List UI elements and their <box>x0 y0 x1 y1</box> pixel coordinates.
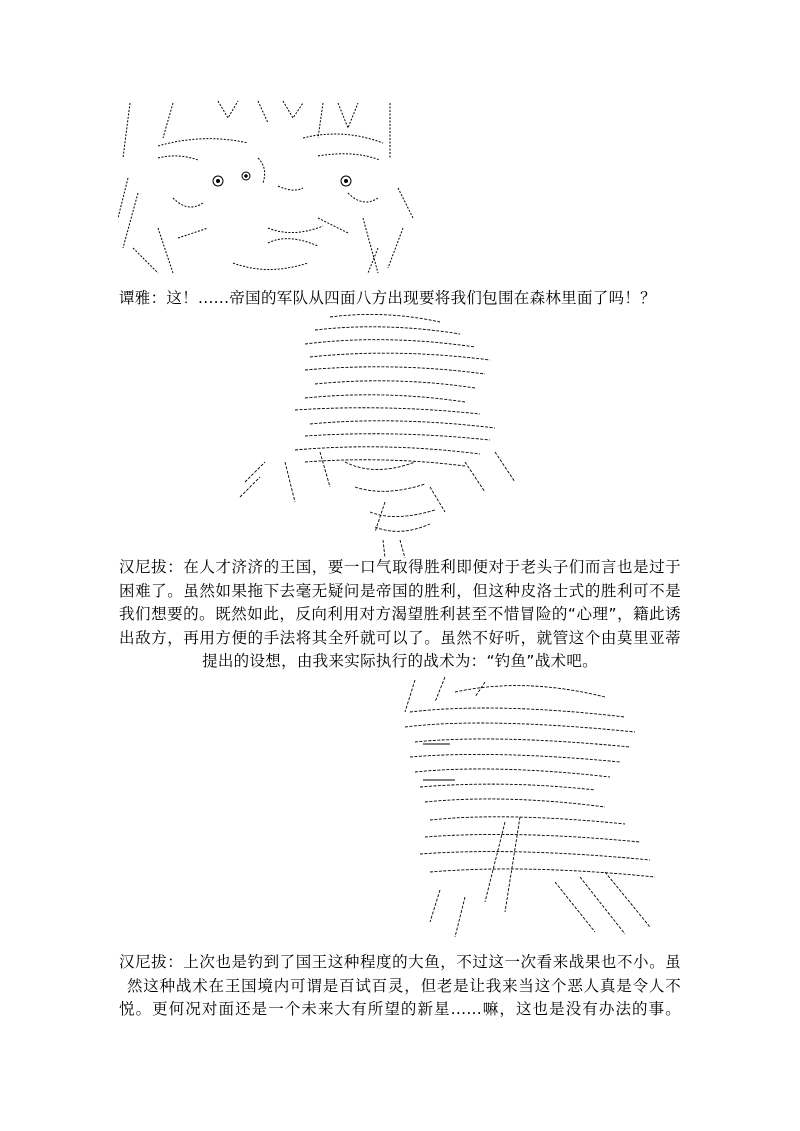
smirking-man-drawing <box>395 672 665 947</box>
dialogue-hannibal-2 <box>119 951 681 1022</box>
dialogue-line: 出敌方，再用方便的手法将其全歼就可以了。虽然不好听，就管这个由莫里亚蒂 <box>119 628 681 647</box>
dialogue-line: 悦。更何况对面还是一个未来大有所望的新星......嘛，这也是没有办法的事。 <box>119 1000 681 1018</box>
shocked-face-ascii-art <box>118 98 418 278</box>
dialogue-line: 然这种战术在王国境内可谓是百试百灵，但老是让我来当这个恶人真是令人不 <box>127 976 681 995</box>
dialogue-line: 汉尼拔：上次也是钓到了国王这种程度的大鱼，不过这一次看来战果也不小。虽 <box>119 953 681 971</box>
dialogue-line: 提出的设想，由我来实际执行的战术为：“钓鱼”战术吧。 <box>202 652 598 670</box>
dialogue-line: 困难了。虽然如果拖下去毫无疑问是帝国的胜利，但这种皮洛士式的胜利可不是 <box>119 581 681 600</box>
dialogue-tanya <box>119 287 681 311</box>
bearded-man-drawing <box>235 312 600 558</box>
shocked-face-drawing <box>118 98 418 278</box>
dialogue-line: 谭雅：这！......帝国的军队从四面八方出现要将我们包围在森林里面了吗！？ <box>119 289 656 307</box>
dialogue-line: 我们想要的。既然如此，反向利用对方渴望胜利甚至不惜冒险的“心理”，籍此诱 <box>119 605 681 623</box>
bearded-man-ascii-art <box>235 312 600 558</box>
smirking-man-ascii-art <box>395 672 665 947</box>
dialogue-hannibal-1 <box>119 556 681 674</box>
dialogue-line: 汉尼拔：在人才济济的王国，要一口气取得胜利即便对于老头子们而言也是过于 <box>119 558 681 576</box>
